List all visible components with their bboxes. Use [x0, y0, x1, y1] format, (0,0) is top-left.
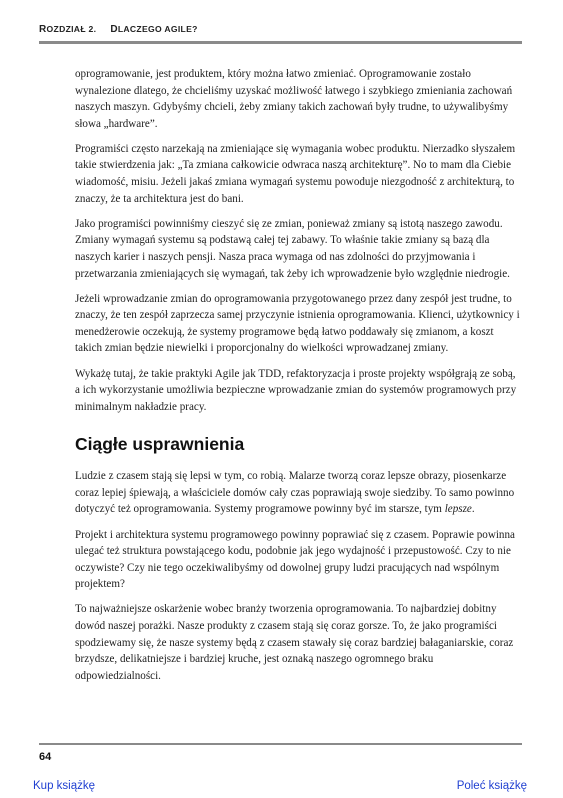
emphasis-text: lepsze — [444, 503, 472, 516]
page-number: 64 — [39, 751, 52, 763]
body-paragraph: Wykażę tutaj, że takie praktyki Agile jak TDD, refaktoryzacja i proste projekty współgrają ze sobą, a ich wykorzystanie umożliwia bezpieczne wprowadzanie zmian do systemów programowych przy minimalnym nakładzie pracy. — [75, 367, 517, 413]
chapter-title-tail: GILE? — [170, 24, 198, 34]
chapter-title: LACZEGO A — [117, 24, 171, 34]
body-paragraph: Jako programiści powinniśmy cieszyć się ze zmian, ponieważ zmiany są istotą naszego zawodu. Zmiany wymagań systemu są podstawą całej tej zabawy. To właśnie takie zmiany są bazą dla naszych karier i naszych pensji. Nasza praca wymaga od nas zdolności do przyjmowania i przetwarzania zmieniających się wymagań, tak żeby ich wprowadzenie było względnie niedrogie. — [75, 217, 510, 280]
paragraph-end: . — [471, 503, 475, 516]
header-rule — [39, 41, 522, 44]
body-paragraph: To najważniejsze oskarżenie wobec branży tworzenia oprogramowania. To najbardziej dobitny dowód naszej porażki. Nasze produkty z czasem stają się coraz gorsze. To, że jako programiści spodziewamy się, że nasze systemy będą z czasem stawały się coraz bardziej bałaganiarskie, coraz brzydsze, delikatniejsze i bardziej kruche, jest oznaką naszego ogromnego braku odpowiedzialności. — [75, 603, 514, 682]
chapter-label: OZDZIAŁ 2. — [46, 24, 97, 34]
page-body — [75, 66, 521, 693]
body-paragraph: Programiści często narzekają na zmieniające się wymagania wobec produktu. Nierzadko słyszałem takie stwierdzenia jak: „Ta zmiana całkowicie odwraca naszą architekturę”. No to mam dla Ciebie wiadomość, misiu. Jeżeli jakaś zmiana wymagań systemu powoduje niezgodność z architekturą, to znaczy, że ta architektura jest do bani. — [75, 142, 516, 205]
paragraph-text: Ludzie z czasem stają się lepsi w tym, co robią. Malarze tworzą coraz lepsze obrazy, piosenkarze coraz lepiej śpiewają, a właściciele domów cały czas poprawiają swoje siedziby. To samo powinno dotyczyć też oprogramowania. Systemy programowe powinny być im starsze, tym — [75, 470, 515, 516]
buy-book-link[interactable]: Kup książkę — [33, 780, 96, 792]
footer-rule — [39, 743, 522, 745]
body-paragraph: Projekt i architektura systemu programowego powinny poprawiać się z czasem. Poprawie powinna ulegać też struktura powstającego kodu, podobnie jak jego wydajność i przepustowość. Czy to nie oczywiste? Czy nie tego oczekiwalibyśmy od dowolnej grupy ludzi pracujących nad wspólnym projektem? — [75, 528, 515, 591]
body-paragraph: oprogramowanie, jest produktem, który można łatwo zmieniać. Oprogramowanie zostało wynalezione dlatego, że chcieliśmy uzyskać możliwość łatwego i szybkiego zmieniania zachowań naszych maszyn. Gdybyśmy chcieli, żeby zmiany takich zachowań były trudne, to używalibyśmy słowa „hardware”. — [75, 68, 513, 130]
section-heading: Ciągłe usprawnienia — [75, 434, 245, 455]
running-header — [39, 24, 522, 35]
chapter-title-initial: D — [110, 24, 118, 35]
recommend-book-link[interactable]: Poleć książkę — [456, 780, 527, 792]
body-paragraph: Jeżeli wprowadzanie zmian do oprogramowania przygotowanego przez dany zespół jest trudne, to znaczy, że ten zespół zaprzecza samej przyczynie istnienia oprogramowania. Klienci, użytkownicy i menedżerowie oczekują, że systemy programowe będą łatwo poddawały się zmianom, a koszt takich zmian będzie niewielki i proporcjonalny do wielkości wprowadzanej zmiany. — [75, 292, 520, 355]
body-paragraph — [75, 468, 521, 518]
chapter-label-initial: R — [39, 24, 47, 35]
